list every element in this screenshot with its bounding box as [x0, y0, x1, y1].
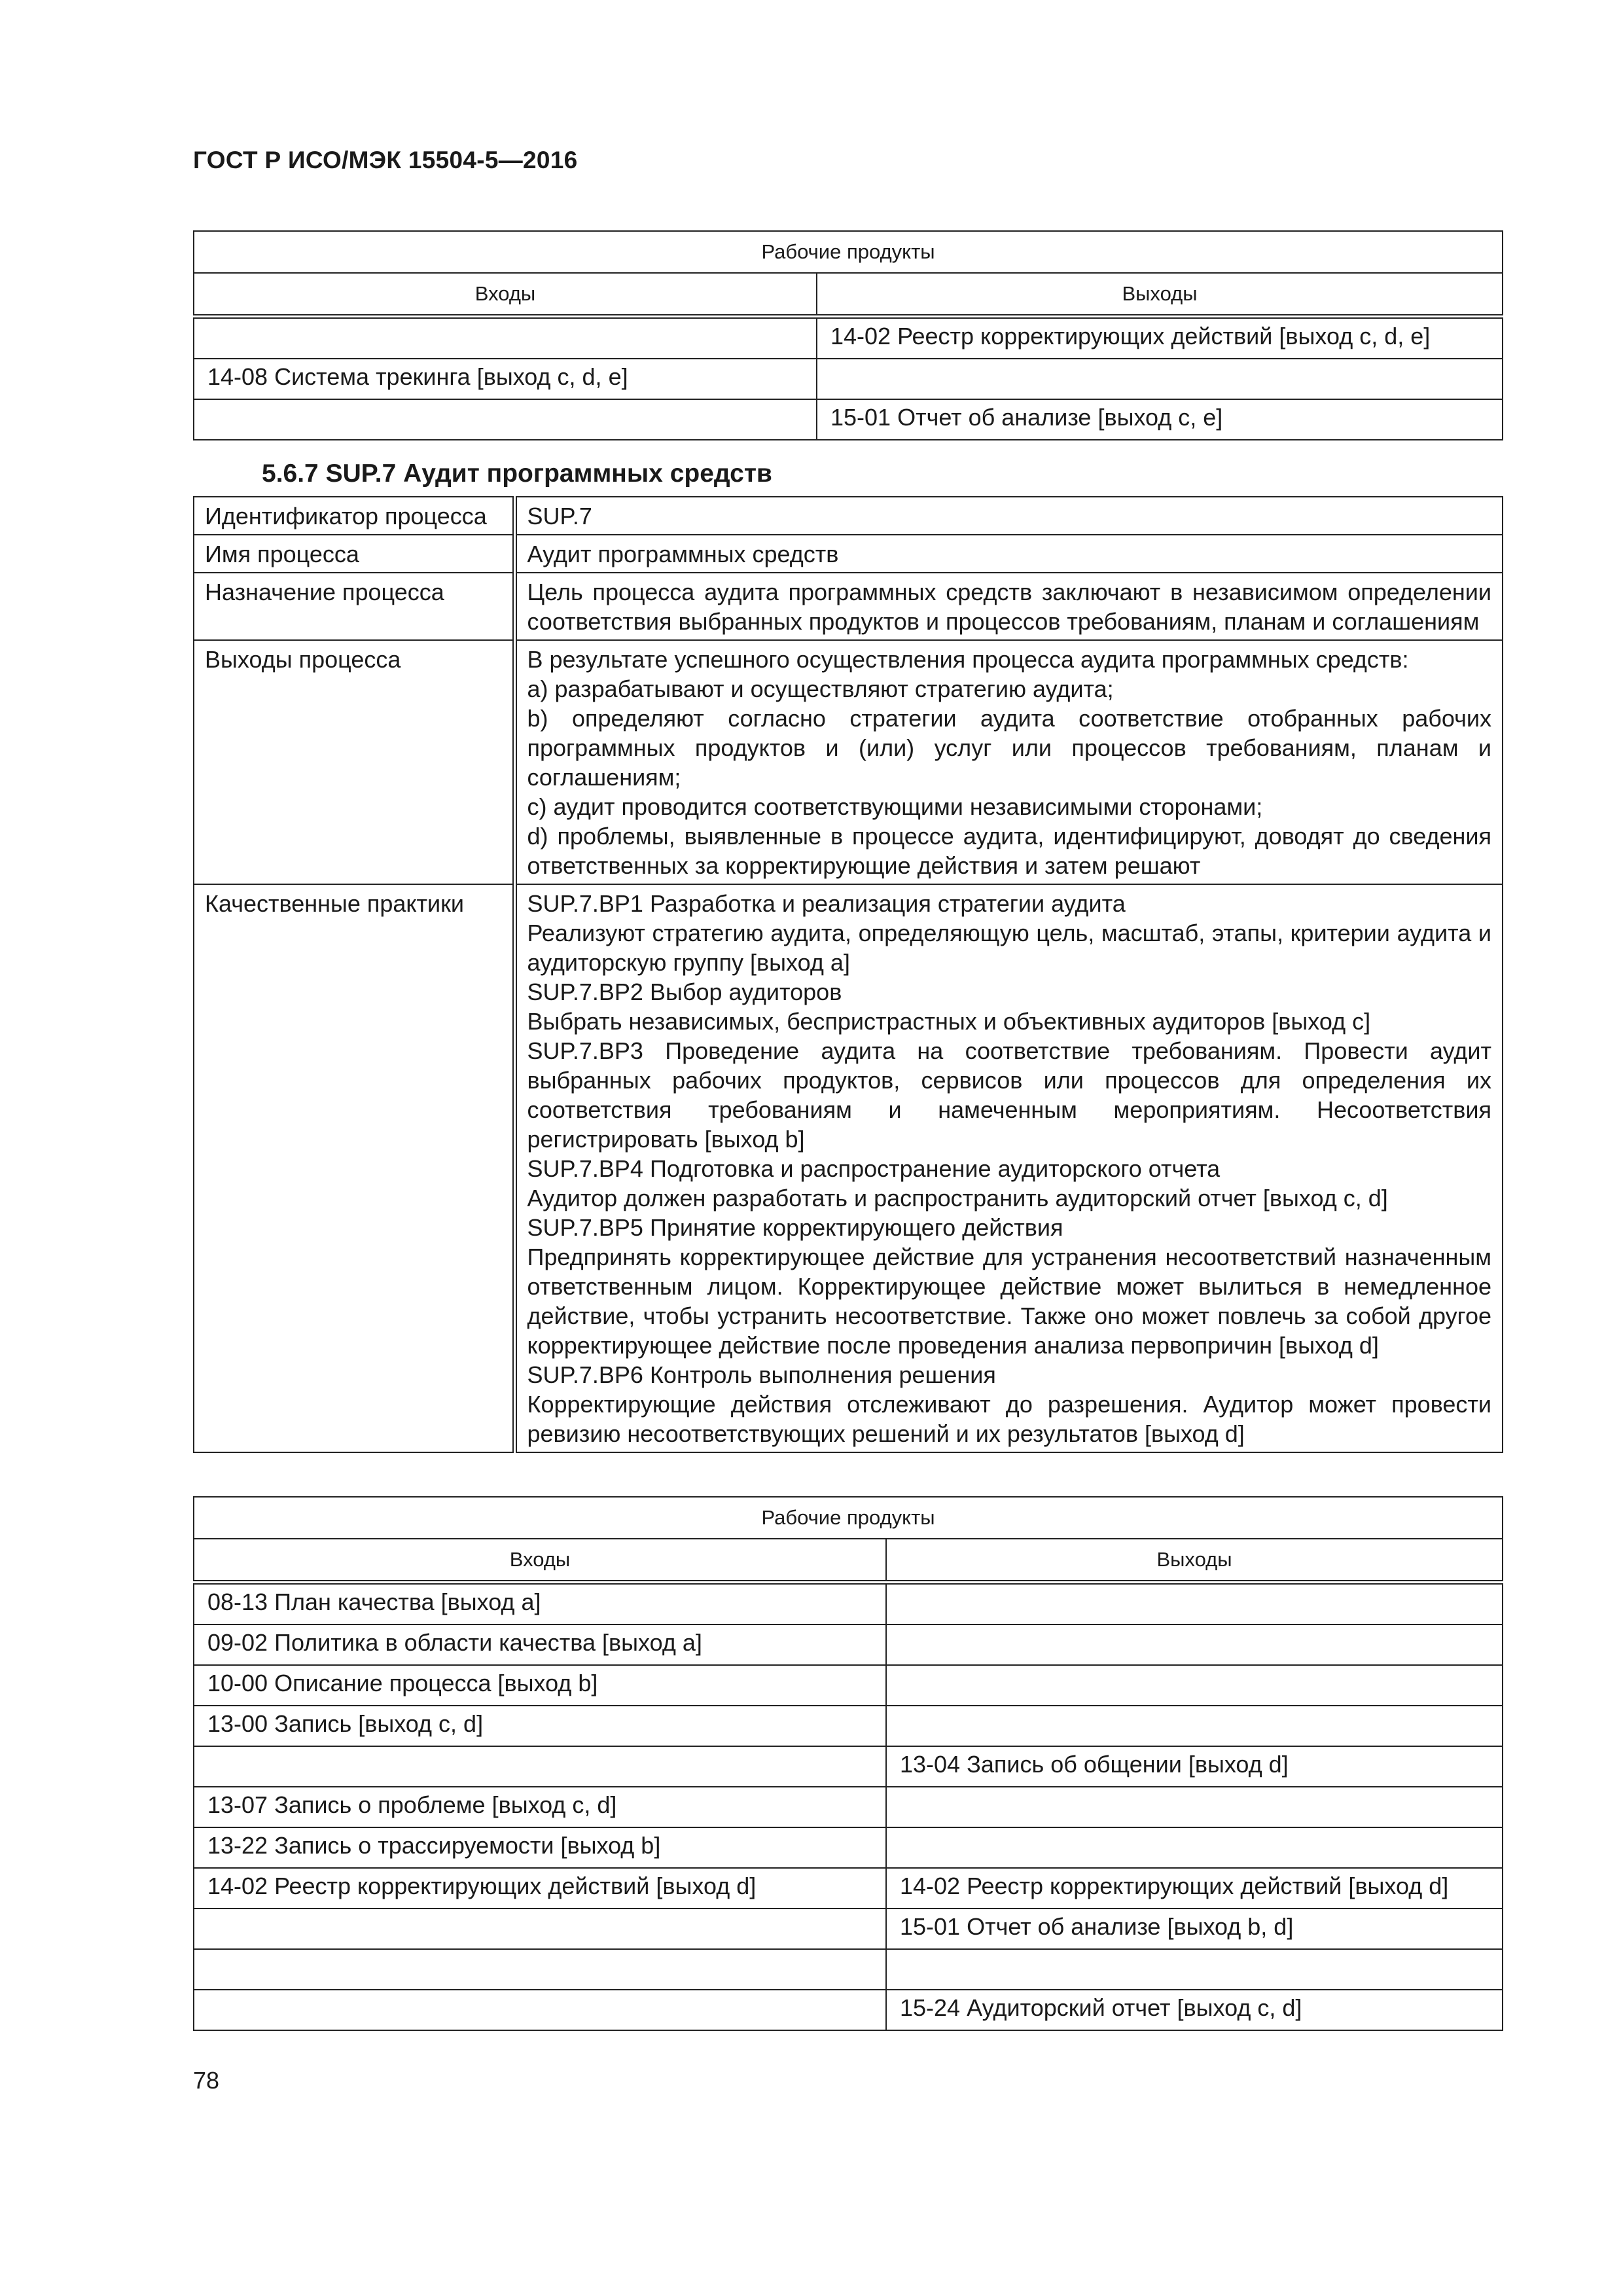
- page-number: 78: [193, 2067, 220, 2094]
- process-field-label: Идентификатор процесса: [194, 497, 514, 535]
- table-row: [194, 1787, 1503, 1827]
- output-cell: [886, 1949, 1503, 1990]
- input-cell: 13-00 Запись [выход c, d]: [194, 1706, 886, 1746]
- output-cell: [886, 1665, 1503, 1706]
- output-cell: [886, 1706, 1503, 1746]
- table-row: [194, 1746, 1503, 1787]
- process-field-label: Назначение процесса: [194, 573, 514, 640]
- process-text-line: Аудитор должен разработать и распространить аудиторский отчет [выход c, d]: [527, 1185, 1388, 1211]
- process-text-line: SUP.7.BP1 Разработка и реализация стратегии аудита: [527, 890, 1126, 917]
- output-cell: [886, 1624, 1503, 1665]
- process-text-line: SUP.7.BP2 Выбор аудиторов: [527, 978, 842, 1005]
- input-cell: 08-13 План качества [выход a]: [194, 1583, 886, 1625]
- process-text-line: Аудит программных средств: [527, 541, 839, 567]
- process-field-value: [514, 640, 1503, 884]
- process-field-label: Качественные практики: [194, 884, 514, 1452]
- output-cell: [886, 1787, 1503, 1827]
- input-cell: [194, 399, 817, 440]
- process-row: [194, 640, 1503, 884]
- output-cell: 15-01 Отчет об анализе [выход b, d]: [886, 1909, 1503, 1949]
- table-row: [194, 1583, 1503, 1625]
- table-row: [194, 1706, 1503, 1746]
- process-text-line: SUP.7.BP4 Подготовка и распространение аудиторского отчета: [527, 1155, 1221, 1182]
- table-row: [194, 1665, 1503, 1706]
- process-row: [194, 535, 1503, 573]
- output-cell: [817, 359, 1503, 399]
- process-description-table: [193, 496, 1503, 1453]
- output-cell: [886, 1583, 1503, 1625]
- output-cell: [886, 1827, 1503, 1868]
- process-field-label: Имя процесса: [194, 535, 514, 573]
- table-row: [194, 359, 1503, 399]
- table-row: [194, 1909, 1503, 1949]
- table-row: [194, 1827, 1503, 1868]
- process-text-line: a) разрабатывают и осуществляют стратегию аудита;: [527, 675, 1114, 702]
- table-row: [194, 1949, 1503, 1990]
- process-text-line: В результате успешного осуществления процесса аудита программных средств:: [527, 646, 1409, 673]
- process-text-line: SUP.7: [527, 503, 592, 529]
- output-cell: 14-02 Реестр корректирующих действий [выход c, d, e]: [817, 317, 1503, 359]
- work-products-caption: Рабочие продукты: [194, 231, 1503, 273]
- table-row: [194, 399, 1503, 440]
- document-header: ГОСТ Р ИСО/МЭК 15504-5—2016: [193, 147, 578, 173]
- process-row: [194, 497, 1503, 535]
- table-row: [194, 1990, 1503, 2030]
- process-field-value: [514, 884, 1503, 1452]
- process-text-line: Цель процесса аудита программных средств заключают в независимом определении соответствия выбранных продуктов и процессов требованиям, планам и соглашениям: [527, 579, 1491, 635]
- outputs-column-header: Выходы: [817, 273, 1503, 317]
- process-field-value: [514, 535, 1503, 573]
- process-row: [194, 573, 1503, 640]
- process-field-value: [514, 573, 1503, 640]
- inputs-column-header: Входы: [194, 273, 817, 317]
- process-field-value: [514, 497, 1503, 535]
- work-products-table-1: [193, 230, 1503, 440]
- input-cell: 14-08 Система трекинга [выход c, d, e]: [194, 359, 817, 399]
- process-text-line: SUP.7.BP5 Принятие корректирующего действия: [527, 1214, 1063, 1241]
- input-cell: [194, 1949, 886, 1990]
- table-row: [194, 1868, 1503, 1909]
- table-row: [194, 1624, 1503, 1665]
- outputs-column-header: Выходы: [886, 1539, 1503, 1583]
- process-text-line: Предпринять корректирующее действие для устранения несоответствий назначенным ответственным лицом. Корректирующее действие может вылиться в немедленное действие, чтобы устранить несоответствие. Также оно может повлечь за собой другое корректирующее действие после проведения анализа первопричин [выход d]: [527, 1244, 1491, 1359]
- input-cell: [194, 317, 817, 359]
- work-products-table-2: [193, 1496, 1503, 2031]
- process-text-line: d) проблемы, выявленные в процессе аудита, идентифицируют, доводят до сведения ответственных за корректирующие действия и затем решают: [527, 823, 1491, 879]
- process-text-line: b) определяют согласно стратегии аудита соответствие отобранных рабочих программных продуктов и (или) услуг или процессов требованиям, планам и соглашениям;: [527, 705, 1491, 791]
- input-cell: 13-22 Запись о трассируемости [выход b]: [194, 1827, 886, 1868]
- inputs-column-header: Входы: [194, 1539, 886, 1583]
- input-cell: [194, 1746, 886, 1787]
- input-cell: 09-02 Политика в области качества [выход a]: [194, 1624, 886, 1665]
- input-cell: [194, 1990, 886, 2030]
- process-text-line: Корректирующие действия отслеживают до разрешения. Аудитор может провести ревизию несоответствующих решений и их результатов [выход d]: [527, 1391, 1491, 1447]
- work-products-caption: Рабочие продукты: [194, 1497, 1503, 1539]
- process-text-line: c) аудит проводится соответствующими независимыми сторонами;: [527, 793, 1263, 820]
- process-text-line: SUP.7.BP6 Контроль выполнения решения: [527, 1361, 996, 1388]
- output-cell: 14-02 Реестр корректирующих действий [выход d]: [886, 1868, 1503, 1909]
- output-cell: 15-24 Аудиторский отчет [выход c, d]: [886, 1990, 1503, 2030]
- process-text-line: Выбрать независимых, беспристрастных и объективных аудиторов [выход c]: [527, 1008, 1371, 1035]
- process-text-line: SUP.7.BP3 Проведение аудита на соответствие требованиям. Провести аудит выбранных рабочих продуктов, сервисов или процессов для определения их соответствия требованиям и намеченным мероприятиям. Несоответствия регистрировать [выход b]: [527, 1037, 1491, 1153]
- output-cell: 13-04 Запись об общении [выход d]: [886, 1746, 1503, 1787]
- process-field-label: Выходы процесса: [194, 640, 514, 884]
- process-row: [194, 884, 1503, 1452]
- input-cell: 14-02 Реестр корректирующих действий [выход d]: [194, 1868, 886, 1909]
- output-cell: 15-01 Отчет об анализе [выход c, e]: [817, 399, 1503, 440]
- table-row: [194, 317, 1503, 359]
- process-text-line: Реализуют стратегию аудита, определяющую цель, масштаб, этапы, критерии аудита и аудиторскую группу [выход a]: [527, 920, 1491, 976]
- input-cell: 13-07 Запись о проблеме [выход c, d]: [194, 1787, 886, 1827]
- section-heading: 5.6.7 SUP.7 Аудит программных средств: [262, 459, 772, 488]
- input-cell: 10-00 Описание процесса [выход b]: [194, 1665, 886, 1706]
- input-cell: [194, 1909, 886, 1949]
